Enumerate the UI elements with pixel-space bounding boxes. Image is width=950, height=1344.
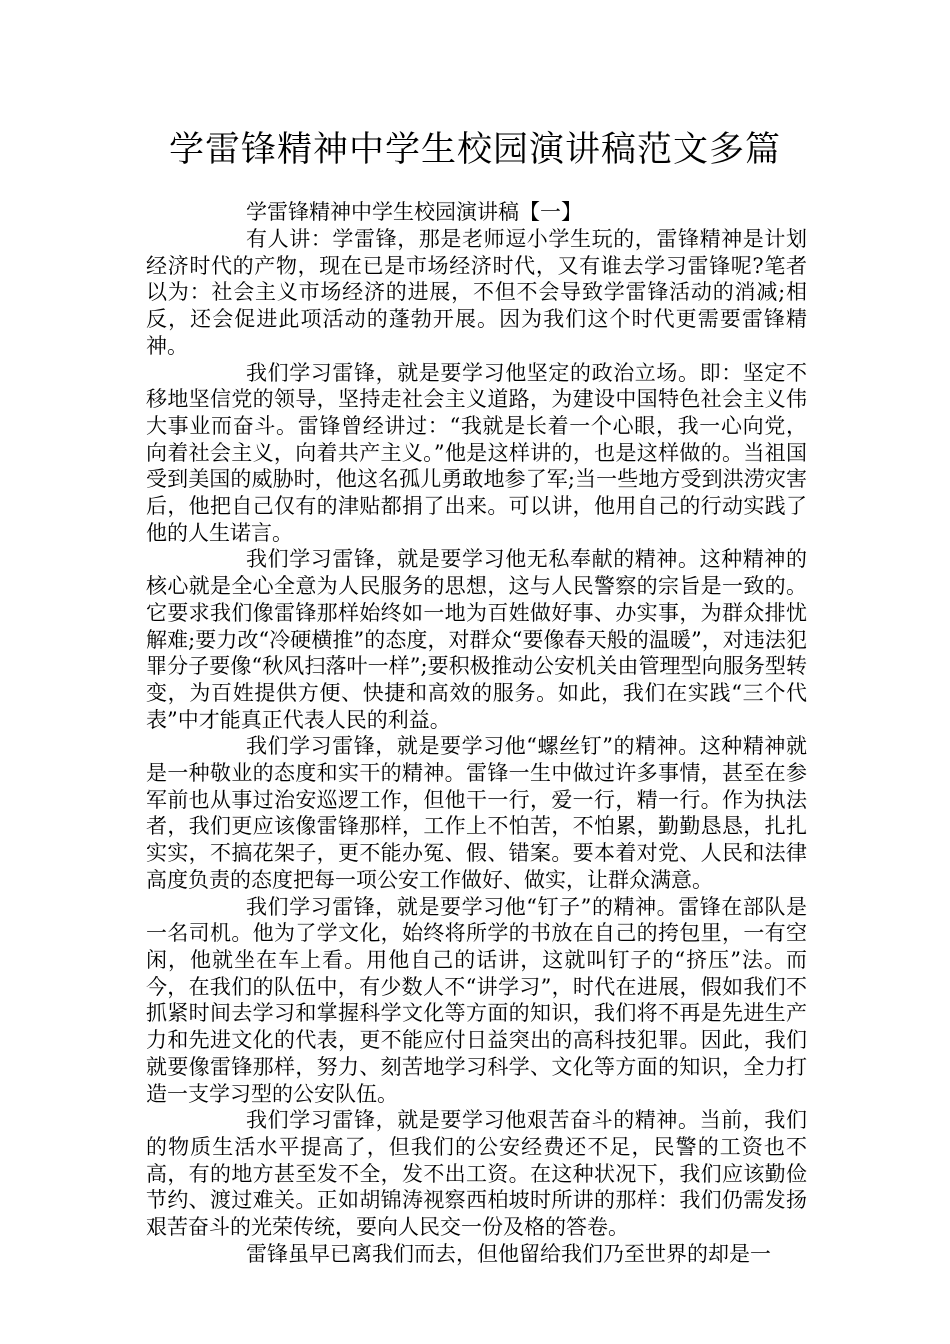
- paragraph: 雷锋虽早已离我们而去，但他留给我们乃至世界的却是一: [246, 1241, 771, 1266]
- document-body: [146, 198, 807, 1267]
- paragraph: 我们学习雷锋，就是要学习他“钉子”的精神。雷锋在部队是一名司机。他为了学文化，始终将所学的书放在自己的挎包里，一有空闲，他就坐在车上看。用他自己的话讲，这就叫钉子的“挤压”法。而今，在我们的队伍中，有少数人不“讲学习”，时代在进展，假如我们不抓紧时间去学习和掌握科学文化等方面的知识，我们将不再是先进生产力和先进文化的代表，更不能应付日益突出的高科技犯罪。因此，我们就要像雷锋那样，努力、刻苦地学习科学、文化等方面的知识，全力打造一支学习型的公安队伍。: [146, 894, 807, 1106]
- paragraph: 我们学习雷锋，就是要学习他“螺丝钉”的精神。这种精神就是一种敬业的态度和实干的精神。雷锋一生中做过许多事情，甚至在参军前也从事过治安巡逻工作，但他干一行，爱一行，精一行。作为执法者，我们更应该像雷锋那样，工作上不怕苦，不怕累，勤勤恳恳，扎扎实实，不搞花架子，更不能办冤、假、错案。要本着对党、人民和法律高度负责的态度把每一项公安工作做好、做实，让群众满意。: [146, 734, 807, 892]
- section-heading: 学雷锋精神中学生校园演讲稿【一】: [246, 200, 582, 224]
- paragraph: 有人讲：学雷锋，那是老师逗小学生玩的，雷锋精神是计划经济时代的产物，现在已是市场经济时代，又有谁去学习雷锋呢?笔者以为：社会主义市场经济的进展，不但不会导致学雷锋活动的消减;相反，还会促进此项活动的蓬勃开展。因为我们这个时代更需要雷锋精神。: [146, 227, 807, 358]
- paragraph: 我们学习雷锋，就是要学习他艰苦奋斗的精神。当前，我们的物质生活水平提高了，但我们的公安经费还不足，民警的工资也不高，有的地方甚至发不全，发不出工资。在这种状况下，我们应该勤俭节约、渡过难关。正如胡锦涛视察西柏坡时所讲的那样：我们仍需发扬艰苦奋斗的光荣传统，要向人民交一份及格的答卷。: [146, 1108, 807, 1240]
- paragraph: 我们学习雷锋，就是要学习他坚定的政治立场。即：坚定不移地坚信党的领导，坚持走社会主义道路，为建设中国特色社会主义伟大事业而奋斗。雷锋曾经讲过：“我就是长着一个心眼，我一心向党，向着社会主义，向着共产主义。”他是这样讲的，也是这样做的。当祖国受到美国的威胁时，他这名孤儿勇敢地参了军;当一些地方受到洪涝灾害后，他把自己仅有的津贴都捐了出来。可以讲，他用自己的行动实践了他的人生诺言。: [146, 360, 807, 545]
- document-title: 学雷锋精神中学生校园演讲稿范文多篇: [168, 130, 781, 170]
- paragraph: 我们学习雷锋，就是要学习他无私奉献的精神。这种精神的核心就是全心全意为人民服务的思想，这与人民警察的宗旨是一致的。它要求我们像雷锋那样始终如一地为百姓做好事、办实事，为群众排忧解难;要力改“冷硬横推”的态度，对群众“要像春天般的温暖”，对违法犯罪分子要像“秋风扫落叶一样”;要积极推动公安机关由管理型向服务型转变，为百姓提供方便、快捷和高效的服务。如此，我们在实践“三个代表”中才能真正代表人民的利益。: [146, 547, 807, 732]
